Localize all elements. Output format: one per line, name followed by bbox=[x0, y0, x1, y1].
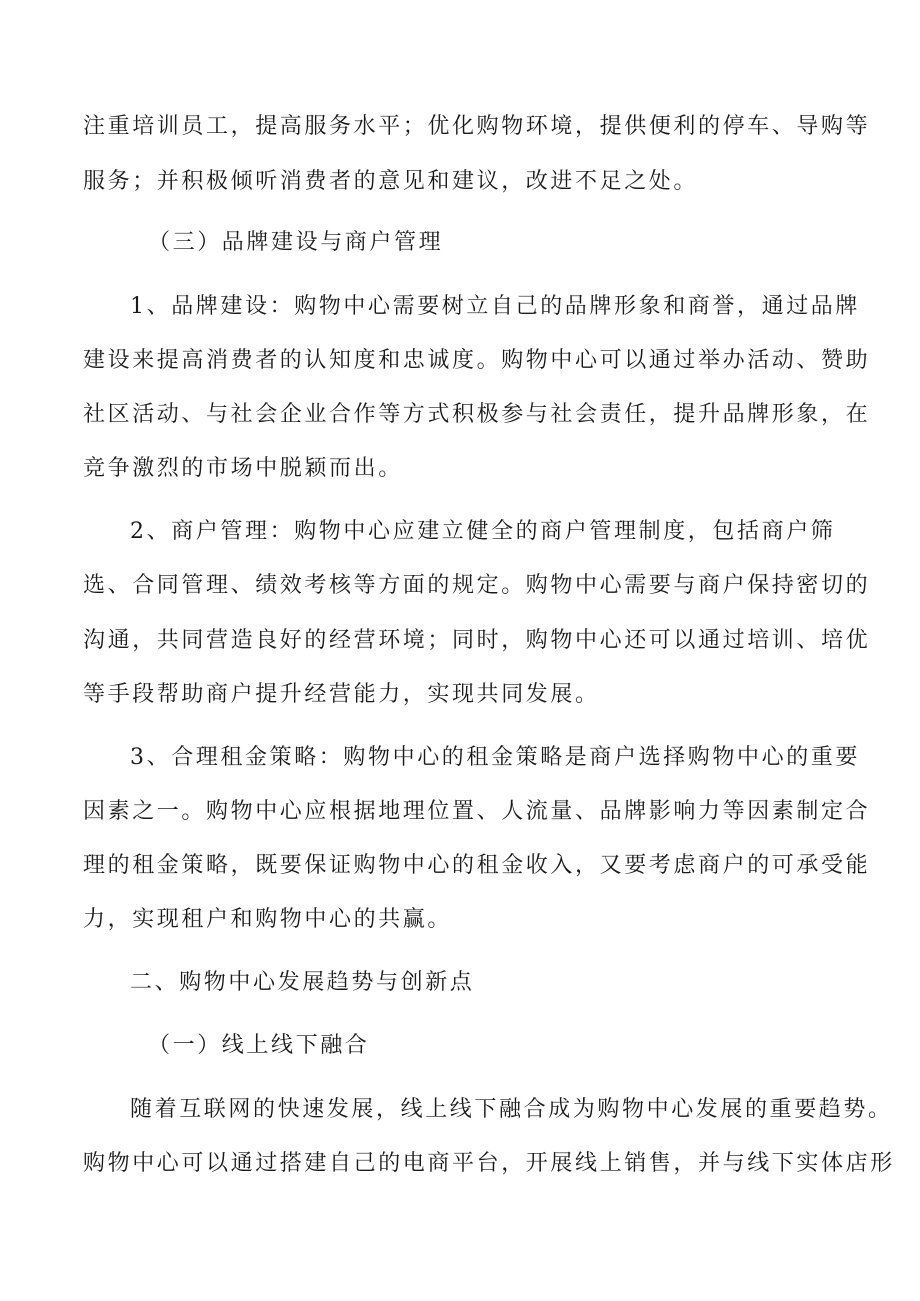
paragraph-line: 因素之一。购物中心应根据地理位置、人流量、品牌影响力等因素制定合 bbox=[83, 799, 871, 824]
paragraph-line: 注重培训员工，提高服务水平；优化购物环境，提供便利的停车、导购等 bbox=[83, 114, 871, 139]
paragraph-line: 2、商户管理：购物中心应建立健全的商户管理制度，包括商户筛 bbox=[130, 519, 836, 544]
section-heading: （三）品牌建设与商户管理 bbox=[148, 230, 444, 255]
paragraph-line: 建设来提高消费者的认知度和忠诚度。购物中心可以通过举办活动、赞助 bbox=[83, 348, 871, 373]
paragraph-line: 随着互联网的快速发展，线上线下融合成为购物中心发展的重要趋势。 bbox=[130, 1097, 893, 1122]
paragraph-line: 服务；并积极倾听消费者的意见和建议，改进不足之处。 bbox=[83, 169, 699, 194]
paragraph-line: 沟通，共同营造良好的经营环境；同时，购物中心还可以通过培训、培优 bbox=[83, 628, 871, 653]
paragraph-line: 3、合理租金策略：购物中心的租金策略是商户选择购物中心的重要 bbox=[130, 745, 860, 770]
paragraph-line: 1、品牌建设：购物中心需要树立自己的品牌形象和商誉，通过品牌 bbox=[130, 294, 860, 319]
section-heading: 二、购物中心发展趋势与创新点 bbox=[130, 970, 475, 995]
paragraph-line: 等手段帮助商户提升经营能力，实现共同发展。 bbox=[83, 682, 600, 707]
paragraph-line: 社区活动、与社会企业合作等方式积极参与社会责任，提升品牌形象，在 bbox=[83, 402, 871, 427]
subsection-heading: （一）线上线下融合 bbox=[148, 1033, 370, 1058]
paragraph-line: 力，实现租户和购物中心的共赢。 bbox=[83, 907, 453, 932]
paragraph-line: 竞争激烈的市场中脱颖而出。 bbox=[83, 456, 403, 481]
paragraph-line: 选、合同管理、绩效考核等方面的规定。购物中心需要与商户保持密切的 bbox=[83, 573, 871, 598]
paragraph-line: 理的租金策略，既要保证购物中心的租金收入，又要考虑商户的可承受能 bbox=[83, 853, 871, 878]
paragraph-line: 购物中心可以通过搭建自己的电商平台，开展线上销售，并与线下实体店形 bbox=[83, 1151, 895, 1176]
